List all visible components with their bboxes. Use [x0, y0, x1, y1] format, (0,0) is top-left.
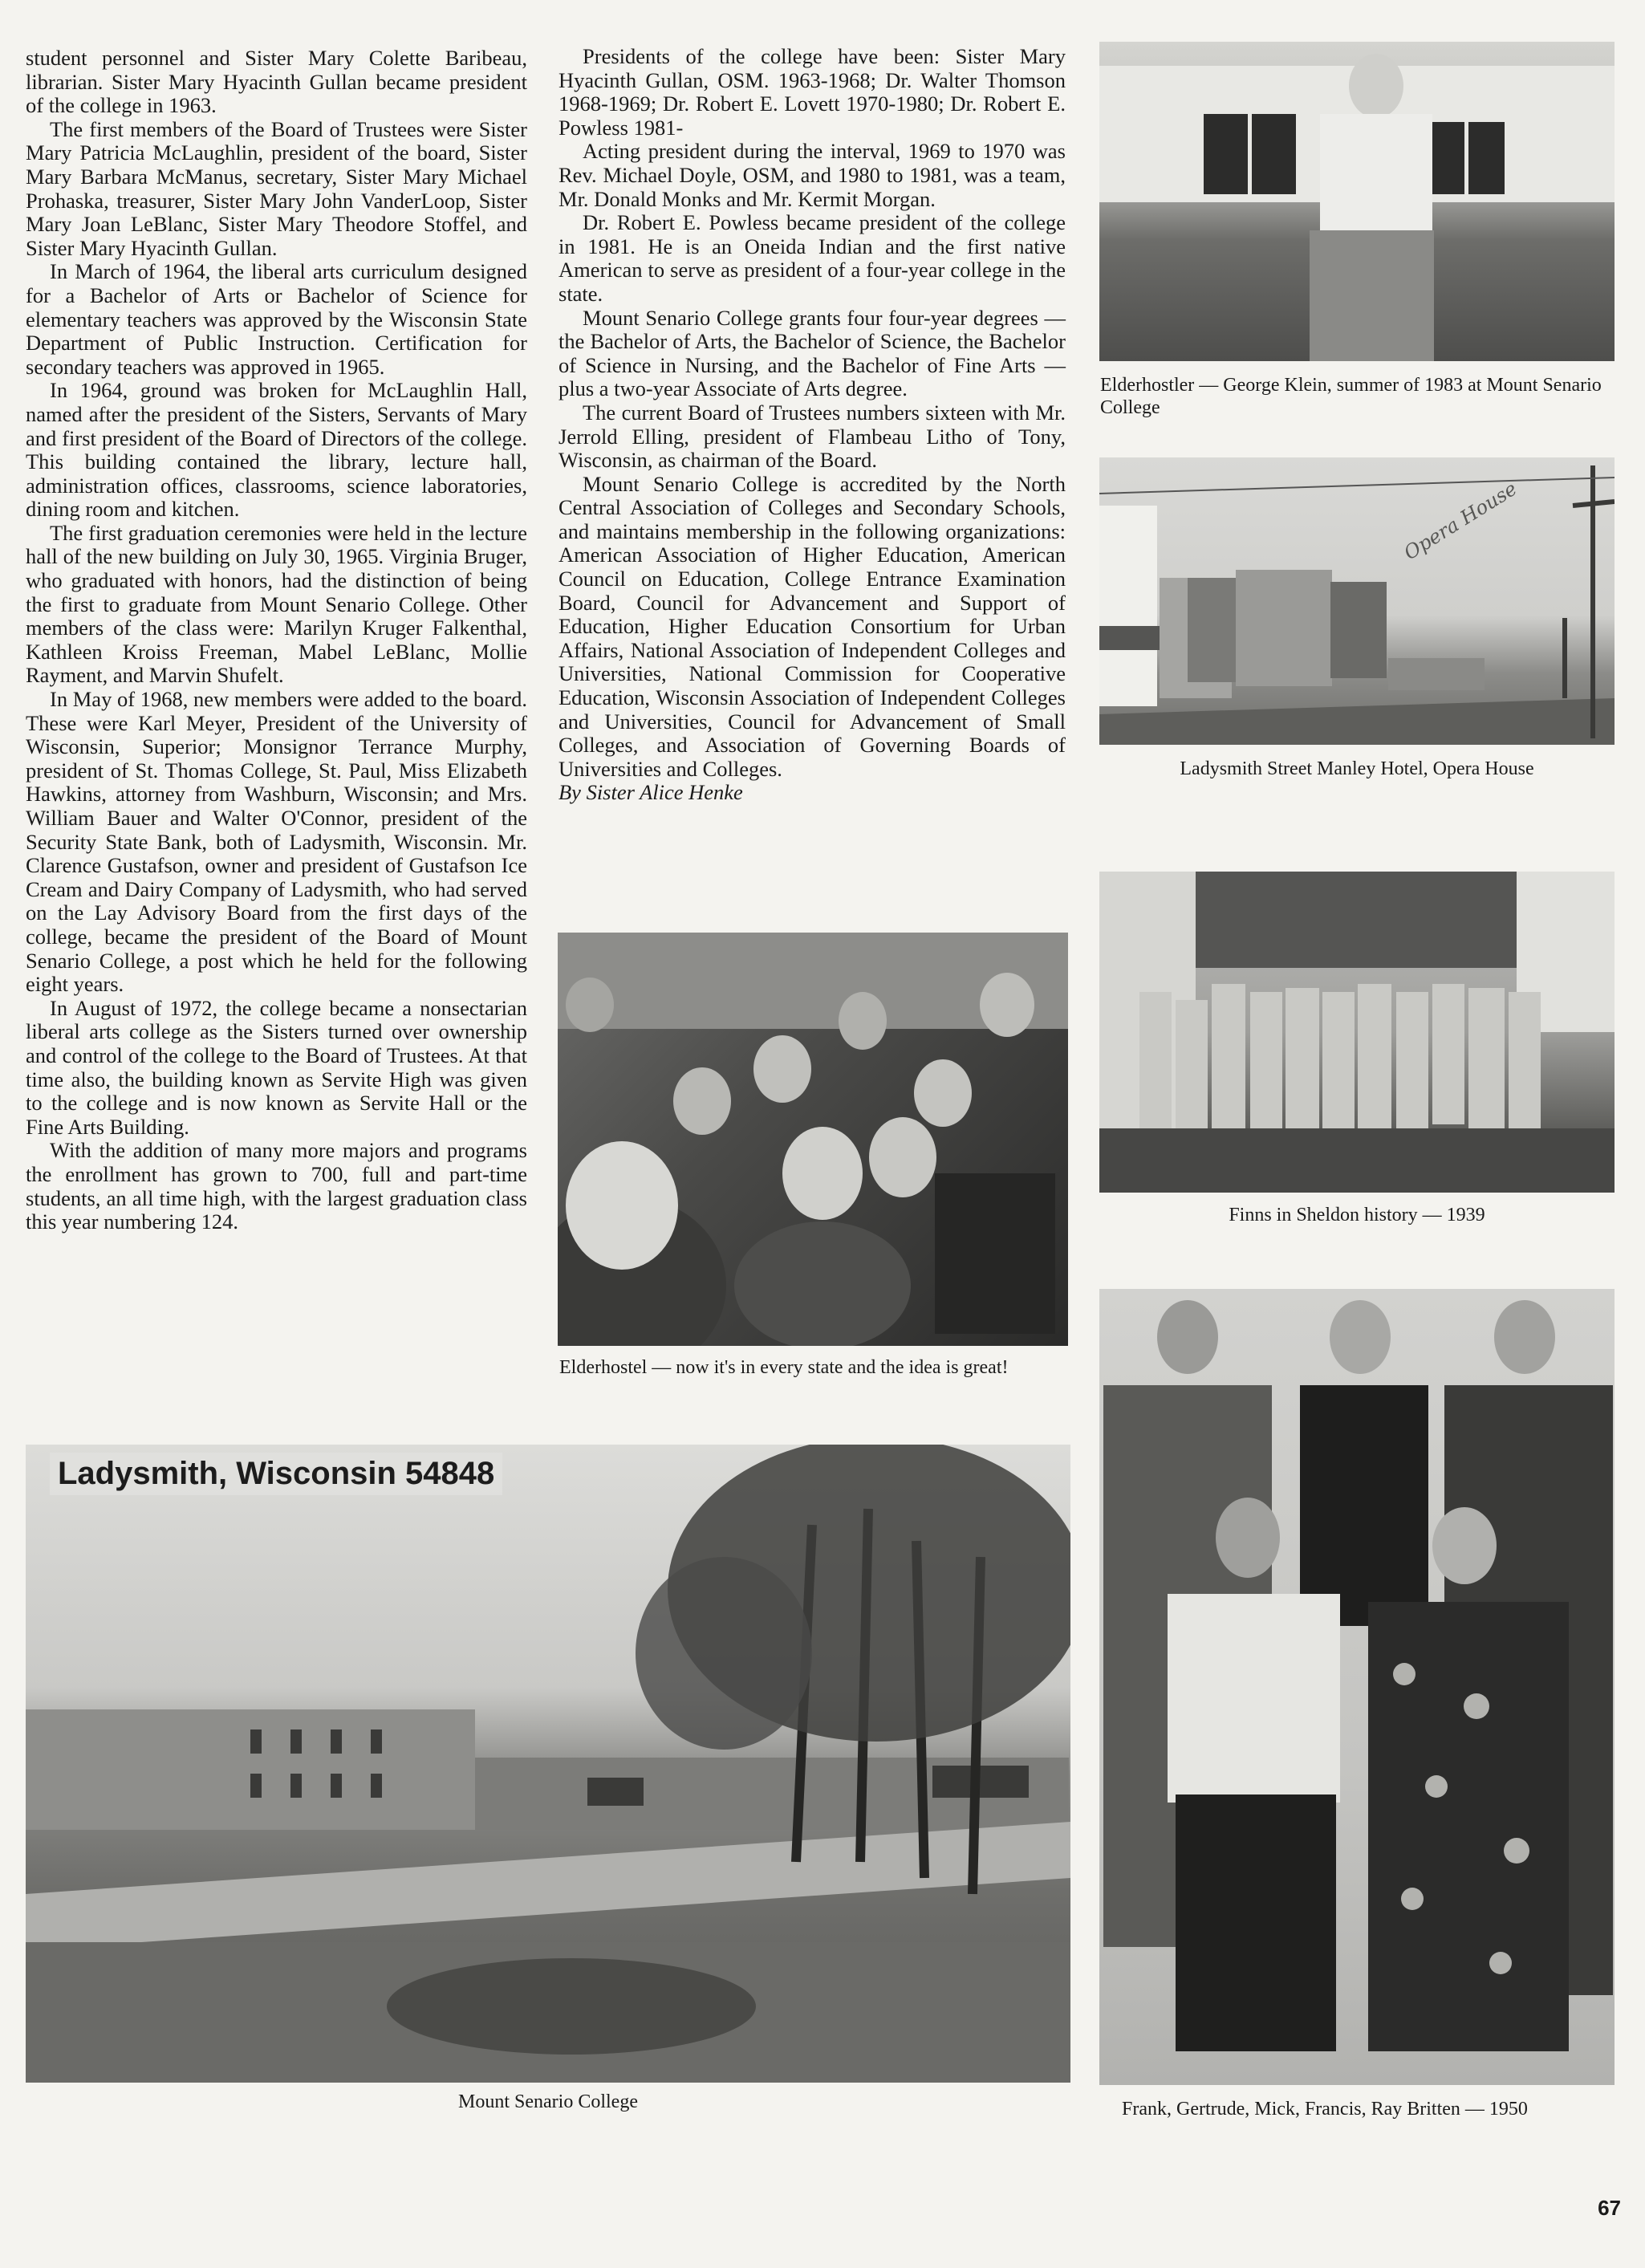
- finns-sheldon-caption: Finns in Sheldon history — 1939: [1229, 1205, 1485, 1225]
- article-column-left: [26, 47, 527, 1234]
- elderhostel-caption: Elderhostel — now it's in every state and the idea is great!: [559, 1357, 1009, 1378]
- byline: By Sister Alice Henke: [558, 780, 743, 805]
- college-campus-illustration: [26, 1445, 1070, 2083]
- britten-family-illustration: [1099, 1289, 1615, 2085]
- page-heading: Ladysmith, Wisconsin 54848: [50, 1453, 502, 1495]
- paragraph: The current Board of Trustees numbers sixteen with Mr. Jerrold Elling, president of Flambeau Litho of Tony, Wisconsin, as chairman of the Board.: [558, 400, 1066, 473]
- paragraph: The first members of the Board of Trustees were Sister Mary Patricia McLaughlin, president of the board, Sister Mary Barbara McManus, secretary, Sister Mary Michael Prohaska, treasurer, Sister Mary John VanderLoop, Sister Mary Joan LeBlanc, Sister Mary Theodore Stoffel, and Sister Mary Hyacinth Gullan.: [26, 116, 527, 260]
- ladysmith-street-photo: [1099, 457, 1615, 745]
- finns-sheldon-illustration: [1099, 872, 1615, 1193]
- britten-family-caption: Frank, Gertrude, Mick, Francis, Ray Britten — 1950: [1122, 2099, 1528, 2120]
- opera-house-inscription: Opera House: [1399, 477, 1521, 565]
- paragraph: Mount Senario College grants four four-year degrees — the Bachelor of Arts, the Bachelor of Science, the Bachelor of Science in Nursing, and the Bachelor of Fine Arts — plus a two-year Associate of Arts degree.: [558, 305, 1066, 401]
- paragraph: Presidents of the college have been: Sister Mary Hyacinth Gullan, OSM. 1963-1968; Dr. Walter Thomson 1968-1969; Dr. Robert E. Lovett 1970-1980; Dr. Robert E. Powless 1981-: [558, 44, 1066, 140]
- paragraph: Dr. Robert E. Powless became president of the college in 1981. He is an Oneida Indian and the first native American to serve as president of a four-year college in the state.: [558, 210, 1066, 306]
- ladysmith-street-caption: Ladysmith Street Manley Hotel, Opera House: [1180, 758, 1534, 779]
- paragraph: student personnel and Sister Mary Colette Baribeau, librarian. Sister Mary Hyacinth Gullan became president of the college in 1963.: [26, 46, 527, 118]
- george-klein-caption: Elderhostler — George Klein, summer of 1983 at Mount Senario College: [1100, 375, 1602, 418]
- george-klein-photo: [1099, 42, 1615, 361]
- paragraph: The first graduation ceremonies were held in the lecture hall of the new building on July 30, 1965. Virginia Bruger, who graduated with honors, had the distinction of being the first to graduate from Mount Senario College. Other members of the class were: Marilyn Kruger Falkenthal, Kathleen Kroiss Freeman, Mabel LeBlanc, Mollie Rayment, and Marvin Shufelt.: [26, 520, 527, 688]
- elderhostel-group-illustration: [558, 933, 1068, 1346]
- elderhostel-group-photo: [558, 933, 1068, 1346]
- finns-sheldon-photo: [1099, 872, 1615, 1193]
- college-campus-photo: [26, 1445, 1070, 2083]
- george-klein-illustration: [1099, 42, 1615, 361]
- paragraph: Acting president during the interval, 1969 to 1970 was Rev. Michael Doyle, OSM, and 1980 to 1981, was a team, Mr. Donald Monks and Mr. Kermit Morgan.: [558, 139, 1066, 211]
- ladysmith-street-illustration: [1099, 457, 1615, 745]
- paragraph: In March of 1964, the liberal arts curriculum designed for a Bachelor of Arts or Bachelor of Science for elementary teachers was approved by the Wisconsin State Department of Public Instruction. Certification for secondary teachers was approved in 1965.: [26, 259, 527, 379]
- page-number: 67: [1598, 2196, 1621, 2220]
- article-column-middle: [558, 45, 1066, 805]
- paragraph: With the addition of many more majors and programs the enrollment has grown to 700, full and part-time students, an all time high, with the largest graduation class this year numbering 124.: [26, 1138, 527, 1234]
- college-campus-caption: Mount Senario College: [458, 2091, 638, 2112]
- paragraph: Mount Senario College is accredited by the North Central Association of Colleges and Secondary Schools, and maintains membership in the following organizations: American Association of Higher Education, American Council on Education, College Entrance Examination Board, Council for Advancement and Support of Education, Higher Education Consortium for Urban Affairs, National Association of Independent Colleges and Universities, National Commission for Cooperative Education, Wisconsin Association of Independent Colleges and Universities, Council for Advancement of Small Colleges, and Association of Governing Boards of Universities and Colleges.: [558, 471, 1066, 781]
- paragraph: In May of 1968, new members were added to the board. These were Karl Meyer, President of the University of Wisconsin, Superior; Monsignor Terrance Murphy, president of St. Thomas College, St. Paul, Miss Elizabeth Hawkins, attorney from Washburn, Wisconsin; and Mrs. William Bauer and Walter O'Connor, president of the Security State Bank, both of Ladysmith, Wisconsin. Mr. Clarence Gustafson, owner and president of Gustafson Ice Cream and Dairy Company of Ladysmith, who had served on the Lay Advisory Board from the first days of the college, became the president of the Board of Mount Senario College, a post which he held for the following eight years.: [26, 687, 527, 997]
- paragraph: In August of 1972, the college became a nonsectarian liberal arts college as the Sisters turned over ownership and control of the college to the Board of Trustees. At that time also, the building known as Servite High was given to the college and is now known as Servite Hall or the Fine Arts Building.: [26, 995, 527, 1139]
- paragraph: In 1964, ground was broken for McLaughlin Hall, named after the president of the Sisters, Servants of Mary and first president of the Board of Directors of the college. This building contained the library, lecture hall, administration offices, classrooms, science laboratories, dining room and kitchen.: [26, 378, 527, 522]
- britten-family-photo: [1099, 1289, 1615, 2085]
